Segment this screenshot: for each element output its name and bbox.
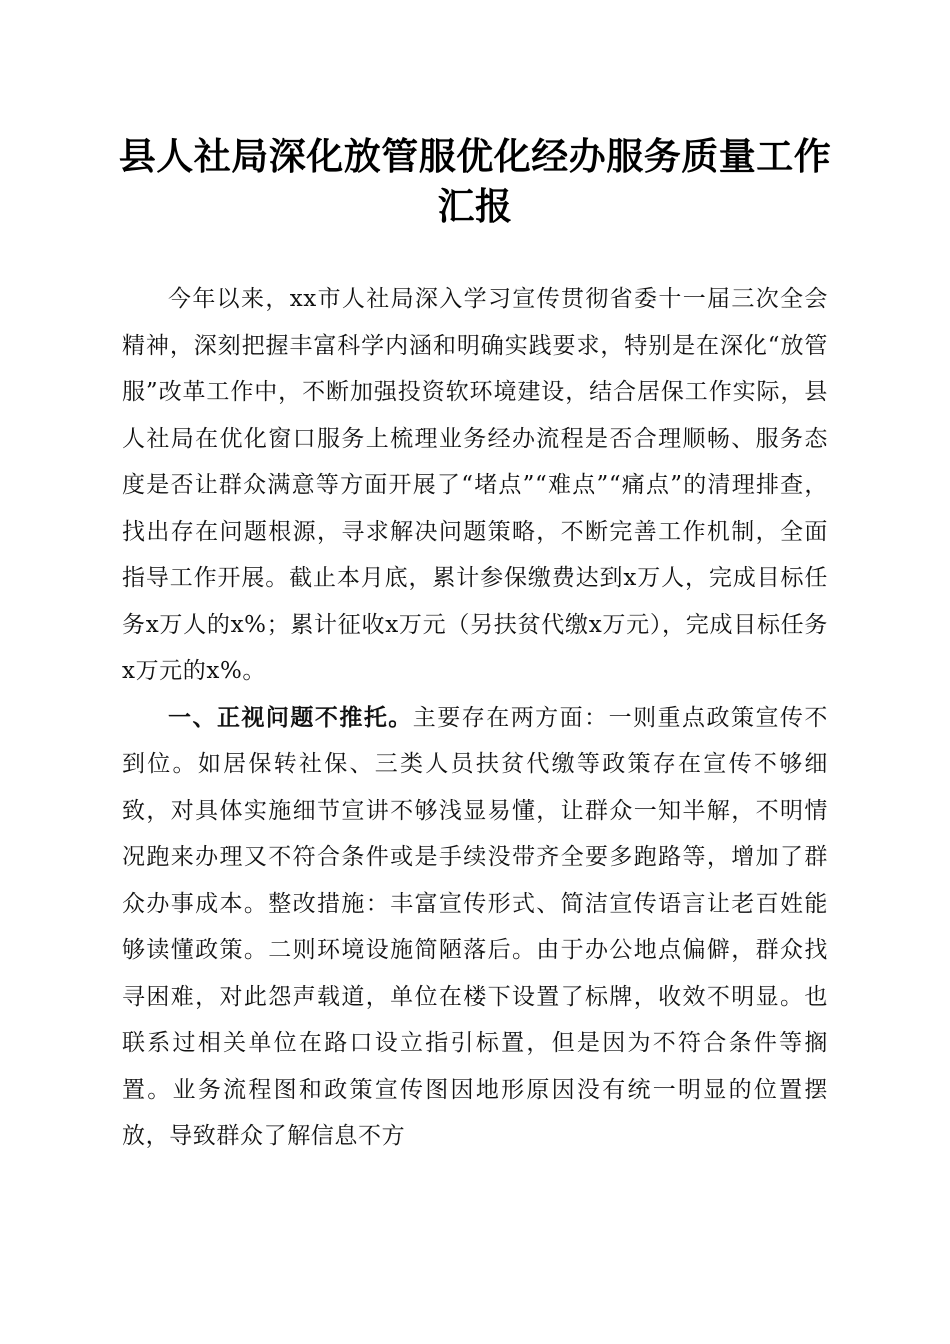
- document-body: [122, 276, 828, 1160]
- intro-paragraph: [122, 276, 828, 695]
- document-title: 县人社局深化放管服优化经办服务质量工作汇报: [118, 135, 832, 228]
- section-one-heading: 一、正视问题不推托。: [168, 704, 413, 731]
- intro-paragraph-text: 今年以来，xx市人社局深入学习宣传贯彻省委十一届三次全会精神，深刻把握丰富科学内涵和明确实践要求，特别是在深化“放管服”改革工作中，不断加强投资软环境建设，结合居保工作实际，县人社局在优化窗口服务上梳理业务经办流程是否合理顺畅、服务态度是否让群众满意等方面开展了“堵点”“难点”“痛点”的清理排查，找出存在问题根源，寻求解决问题策略，不断完善工作机制，全面指导工作开展。截止本月底，累计参保缴费达到x万人，完成目标任务x万人的x%；累计征收x万元（另扶贫代缴x万元），完成目标任务x万元的x%。: [122, 286, 828, 684]
- section-one-paragraph: [122, 695, 828, 1160]
- section-one-text: 主要存在两方面：一则重点政策宣传不到位。如居保转社保、三类人员扶贫代缴等政策存在宣传不够细致，对具体实施细节宣讲不够浅显易懂，让群众一知半解，不明情况跑来办理又不符合条件或是手续没带齐全要多跑路等，增加了群众办事成本。整改措施：丰富宣传形式、简洁宣传语言让老百姓能够读懂政策。二则环境设施简陋落后。由于办公地点偏僻，群众找寻困难，对此怨声载道，单位在楼下设置了标牌，收效不明显。也联系过相关单位在路口设立指引标置，但是因为不符合条件等搁置。业务流程图和政策宣传图因地形原因没有统一明显的位置摆放，导致群众了解信息不方: [122, 704, 829, 1149]
